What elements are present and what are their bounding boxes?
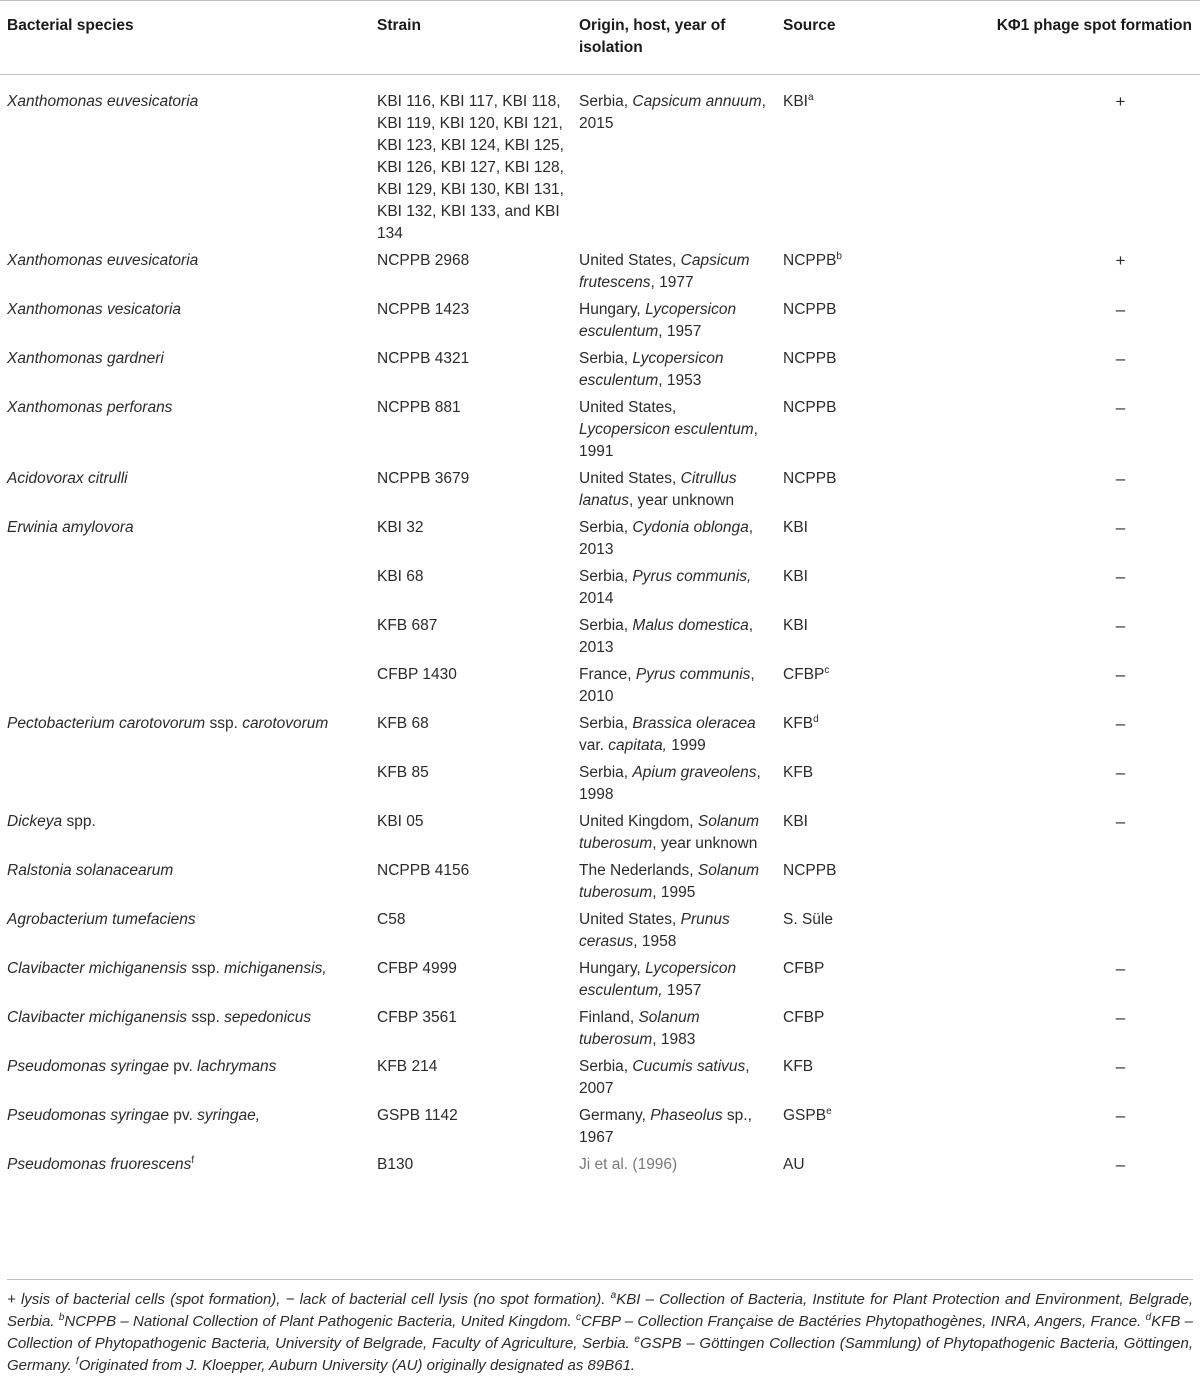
species-cell xyxy=(0,348,370,397)
spot-formation-cell: + xyxy=(1115,251,1126,270)
origin-host: Pyrus communis, xyxy=(632,568,752,585)
table-body xyxy=(0,75,1200,1185)
strain-cell: NCPPB 2968 xyxy=(377,252,470,269)
source-name: KBI xyxy=(783,617,808,634)
table-row xyxy=(0,517,1200,566)
origin-year: , 1991 xyxy=(579,421,758,460)
footnote-d-sup: d xyxy=(1145,1312,1152,1323)
spot-formation-cell: + xyxy=(1115,92,1126,111)
footnote-a: KBI – Collection of Bacteria, Institute for Plant Protection and Environment, Belgrade, Serbia. xyxy=(7,1291,1193,1330)
header-origin: Origin, host, year of isolation xyxy=(572,1,776,75)
spot-formation-cell: – xyxy=(1115,1155,1126,1174)
strain-cell: CFBP 1430 xyxy=(377,666,457,683)
source-name: KFB xyxy=(783,715,814,732)
origin-year: , 1998 xyxy=(579,764,761,803)
origin-country: Serbia, xyxy=(579,715,633,732)
origin-country: Serbia, xyxy=(579,93,633,110)
species-rank: pv. xyxy=(169,1107,198,1124)
origin-country: United States, xyxy=(579,911,681,928)
footnote-c: CFBP – Collection Française de Bactéries Phytopathogènes, INRA, Angers, France. xyxy=(580,1313,1146,1330)
table-footnote xyxy=(7,1279,1193,1377)
species-cell xyxy=(0,958,370,1007)
strain-cell: NCPPB 3679 xyxy=(377,470,470,487)
source-name: NCPPB xyxy=(783,399,837,416)
origin-host: Phaseolus xyxy=(650,1107,723,1124)
species-cell xyxy=(0,75,370,251)
table-row xyxy=(0,713,1200,762)
origin-host: Lycopersicon esculentum xyxy=(579,301,737,340)
origin-year: , 1983 xyxy=(652,1031,696,1048)
spot-formation-cell: – xyxy=(1115,518,1126,537)
source-name: AU xyxy=(783,1156,805,1173)
species-cell xyxy=(0,762,370,811)
source-cell xyxy=(776,1105,936,1154)
strain-cell: C58 xyxy=(377,911,406,928)
origin-country: Serbia, xyxy=(579,350,633,367)
origin-cell xyxy=(572,566,776,615)
spot-formation-cell: – xyxy=(1115,665,1126,684)
source-cell xyxy=(776,517,936,566)
origin-country: United States, xyxy=(579,470,681,487)
header-species: Bacterial species xyxy=(0,1,370,75)
origin-host: Solanum tuberosum xyxy=(579,813,760,852)
strain-cell: B130 xyxy=(377,1156,414,1173)
species-rank: ssp. xyxy=(187,960,225,977)
table-row xyxy=(0,762,1200,811)
footnote-e-sup: e xyxy=(634,1334,640,1345)
species-subname: sepedonicus xyxy=(224,1009,312,1026)
strain-cell: KBI 05 xyxy=(377,813,424,830)
origin-country: The Nederlands, xyxy=(579,862,698,879)
source-cell xyxy=(776,713,936,762)
source-sup: a xyxy=(807,92,814,103)
origin-cell xyxy=(572,75,776,251)
footnote-b-sup: b xyxy=(58,1312,65,1323)
origin-country: France, xyxy=(579,666,636,683)
origin-host: Prunus cerasus xyxy=(579,911,730,950)
origin-cell xyxy=(572,615,776,664)
species-name: Agrobacterium tumefaciens xyxy=(7,911,196,928)
origin-cell xyxy=(572,517,776,566)
spot-formation-cell: – xyxy=(1115,714,1126,733)
source-cell xyxy=(776,664,936,713)
table-row xyxy=(0,860,1200,909)
species-subname: lachrymans xyxy=(197,1058,277,1075)
origin-cell xyxy=(572,250,776,299)
footnote-d: KFB – Collection of Phytopathogenic Bacteria, University of Belgrade, Faculty of Agriculture, Serbia. xyxy=(7,1313,1194,1352)
spot-formation-cell: – xyxy=(1115,349,1126,368)
species-sup: f xyxy=(191,1155,195,1166)
source-cell xyxy=(776,348,936,397)
strain-cell: CFBP 3561 xyxy=(377,1009,457,1026)
origin-host: Cydonia oblonga xyxy=(632,519,749,536)
species-rank: pv. xyxy=(169,1058,198,1075)
origin-country: Germany, xyxy=(579,1107,651,1124)
footnote-b: NCPPB – National Collection of Plant Pathogenic Bacteria, United Kingdom. xyxy=(64,1313,576,1330)
species-name: Pectobacterium carotovorum xyxy=(7,715,206,732)
species-cell xyxy=(0,909,370,958)
origin-host: Citrullus lanatus xyxy=(579,470,737,509)
species-subname: carotovorum xyxy=(242,715,329,732)
source-cell xyxy=(776,909,936,958)
species-cell xyxy=(0,664,370,713)
source-cell xyxy=(776,958,936,1007)
species-name: Ralstonia solanacearum xyxy=(7,862,174,879)
spot-formation-cell: – xyxy=(1115,616,1126,635)
species-cell xyxy=(0,468,370,517)
strain-cell: NCPPB 4321 xyxy=(377,350,470,367)
table-row xyxy=(0,299,1200,348)
source-cell xyxy=(776,811,936,860)
strain-cell: KBI 32 xyxy=(377,519,424,536)
origin-host: Solanum tuberosum xyxy=(579,862,760,901)
origin-cell xyxy=(572,958,776,1007)
table-row xyxy=(0,75,1200,251)
source-cell xyxy=(776,75,936,251)
source-cell xyxy=(776,615,936,664)
spot-formation-cell: – xyxy=(1115,1008,1126,1027)
strain-cell: KBI 116, KBI 117, KBI 118, KBI 119, KBI 120, KBI 121, KBI 123, KBI 124, KBI 125, KBI 126, KBI 127, KBI 128, KBI 129, KBI 130, KBI 131, KBI 132, KBI 133, and KBI 134 xyxy=(377,93,564,242)
source-sup: e xyxy=(826,1106,832,1117)
source-cell xyxy=(776,1154,936,1184)
source-name: KFB xyxy=(783,1058,814,1075)
origin-cell xyxy=(572,713,776,762)
species-name: Xanthomonas gardneri xyxy=(7,350,164,367)
species-rank: ssp. xyxy=(205,715,243,732)
origin-cell xyxy=(572,860,776,909)
strain-cell: KFB 214 xyxy=(377,1058,438,1075)
origin-host: Capsicum frutescens xyxy=(579,252,750,291)
spot-formation-cell xyxy=(936,909,1200,958)
origin-year: 1957 xyxy=(662,982,702,999)
table-row xyxy=(0,468,1200,517)
origin-year: , 2007 xyxy=(579,1058,750,1097)
species-name: Xanthomonas perforans xyxy=(7,399,173,416)
footnote-c-sup: c xyxy=(575,1312,581,1323)
strain-cell: KFB 687 xyxy=(377,617,438,634)
origin-country: United Kingdom, xyxy=(579,813,698,830)
species-name: Pseudomonas fruorescens xyxy=(7,1156,192,1173)
species-name: Clavibacter michiganensis xyxy=(7,960,188,977)
table-row xyxy=(0,250,1200,299)
source-name: CFBP xyxy=(783,1009,825,1026)
spot-formation-cell: – xyxy=(1115,1057,1126,1076)
species-subname: syringae, xyxy=(197,1107,261,1124)
origin-country: Hungary, xyxy=(579,301,646,318)
strain-cell: KFB 85 xyxy=(377,764,429,781)
footnote-a-sup: a xyxy=(610,1290,617,1301)
spot-formation-cell: – xyxy=(1115,300,1126,319)
source-name: NCPPB xyxy=(783,252,837,269)
species-name: Xanthomonas euvesicatoria xyxy=(7,252,199,269)
source-name: CFBP xyxy=(783,960,825,977)
strain-cell: GSPB 1142 xyxy=(377,1107,458,1124)
origin-host: Capsicum annuum xyxy=(632,93,762,110)
spot-formation-cell: – xyxy=(1115,469,1126,488)
source-name: KFB xyxy=(783,764,814,781)
source-name: CFBP xyxy=(783,666,825,683)
origin-year: , 2013 xyxy=(579,519,754,558)
origin-host: Lycopersicon esculentum, xyxy=(579,960,737,999)
origin-year: var. xyxy=(579,737,609,754)
source-cell xyxy=(776,468,936,517)
footnote-f-sup: f xyxy=(75,1356,79,1367)
source-name: NCPPB xyxy=(783,862,837,879)
origin-country: United States, xyxy=(579,252,681,269)
origin-year: , 1953 xyxy=(658,372,702,389)
strain-cell: CFBP 4999 xyxy=(377,960,457,977)
strain-cell: NCPPB 4156 xyxy=(377,862,470,879)
source-sup: d xyxy=(813,714,819,725)
origin-year: , 2015 xyxy=(579,93,766,132)
spot-formation-cell: – xyxy=(1115,1106,1126,1125)
origin-country: Serbia, xyxy=(579,1058,633,1075)
species-name: Dickeya xyxy=(7,813,63,830)
origin-host: Pyrus communis xyxy=(635,666,751,683)
source-sup: b xyxy=(836,251,842,262)
origin-cell xyxy=(572,1105,776,1154)
origin-year: , 2010 xyxy=(579,666,755,705)
header-source: Source xyxy=(776,1,936,75)
origin-cell xyxy=(572,1154,776,1184)
species-cell xyxy=(0,397,370,468)
source-name: NCPPB xyxy=(783,301,837,318)
origin-year: 2014 xyxy=(579,590,614,607)
table-header xyxy=(0,1,1200,75)
species-name: Pseudomonas syringae xyxy=(7,1058,169,1075)
origin-host: Lycopersicon esculentum xyxy=(579,350,724,389)
table-row xyxy=(0,664,1200,713)
spot-formation-cell: – xyxy=(1115,763,1126,782)
source-name: KBI xyxy=(783,519,808,536)
species-cell xyxy=(0,1105,370,1154)
species-rank: spp. xyxy=(62,813,96,830)
origin-cell xyxy=(572,762,776,811)
source-cell xyxy=(776,1007,936,1056)
origin-year: , 1957 xyxy=(658,323,702,340)
source-name: KBI xyxy=(783,813,808,830)
origin-cell xyxy=(572,348,776,397)
source-cell xyxy=(776,250,936,299)
source-name: NCPPB xyxy=(783,350,837,367)
source-sup: c xyxy=(824,665,830,676)
origin-year: , 1958 xyxy=(633,933,677,950)
species-name: Pseudomonas syringae xyxy=(7,1107,169,1124)
species-cell xyxy=(0,713,370,762)
origin-cell xyxy=(572,664,776,713)
table-row xyxy=(0,348,1200,397)
species-name: Acidovorax citrulli xyxy=(7,470,128,487)
origin-year: sp., 1967 xyxy=(579,1107,752,1146)
origin-country: Hungary, xyxy=(579,960,646,977)
source-cell xyxy=(776,762,936,811)
source-name: NCPPB xyxy=(783,470,837,487)
species-cell xyxy=(0,299,370,348)
spot-formation-cell: – xyxy=(1115,567,1126,586)
species-subname: michiganensis, xyxy=(224,960,327,977)
source-name: GSPB xyxy=(783,1107,827,1124)
species-name: Clavibacter michiganensis xyxy=(7,1009,188,1026)
species-cell xyxy=(0,1056,370,1105)
origin-host: Solanum tuberosum xyxy=(579,1009,700,1048)
origin-reference: Ji et al. (1996) xyxy=(579,1156,678,1173)
origin-cell xyxy=(572,909,776,958)
header-strain: Strain xyxy=(370,1,572,75)
origin-cell xyxy=(572,397,776,468)
table-row xyxy=(0,1105,1200,1154)
table-row xyxy=(0,1056,1200,1105)
footnote-legend: + lysis of bacterial cells (spot formation), − lack of bacterial cell lysis (no spot formation). xyxy=(7,1291,611,1308)
header-spot-formation: KΦ1 phage spot formation xyxy=(936,1,1200,75)
spot-formation-cell: – xyxy=(1115,812,1126,831)
strain-cell: KBI 68 xyxy=(377,568,424,585)
source-cell xyxy=(776,860,936,909)
origin-host: Lycopersicon esculentum xyxy=(579,421,754,438)
origin-host: Malus domestica xyxy=(632,617,749,634)
origin-country: Serbia, xyxy=(579,519,633,536)
strain-cell: KFB 68 xyxy=(377,715,429,732)
species-cell xyxy=(0,1007,370,1056)
strain-cell: NCPPB 1423 xyxy=(377,301,470,318)
species-cell xyxy=(0,566,370,615)
table-row xyxy=(0,909,1200,958)
species-cell xyxy=(0,615,370,664)
origin-year: , 2013 xyxy=(579,617,754,656)
footnote-f: Originated from J. Kloepper, Auburn University (AU) originally designated as 89B61. xyxy=(78,1357,636,1374)
table-row xyxy=(0,615,1200,664)
source-name: KBI xyxy=(783,93,808,110)
source-cell xyxy=(776,397,936,468)
spot-formation-cell: – xyxy=(1115,959,1126,978)
table-row xyxy=(0,811,1200,860)
origin-year: , 1977 xyxy=(650,274,694,291)
strain-cell: NCPPB 881 xyxy=(377,399,461,416)
origin-country: Serbia, xyxy=(579,764,633,781)
table-row xyxy=(0,958,1200,1007)
origin-host: Apium graveolens xyxy=(632,764,757,781)
origin-cell xyxy=(572,468,776,517)
species-cell xyxy=(0,811,370,860)
origin-country: United States, xyxy=(579,399,677,416)
origin-year-end: 1999 xyxy=(666,737,706,754)
source-cell xyxy=(776,566,936,615)
species-cell xyxy=(0,1154,370,1184)
source-cell xyxy=(776,1056,936,1105)
origin-country: Serbia, xyxy=(579,617,633,634)
origin-cell xyxy=(572,1007,776,1056)
origin-host: Cucumis sativus xyxy=(632,1058,746,1075)
table-row xyxy=(0,1154,1200,1184)
spot-formation-cell xyxy=(936,860,1200,909)
origin-country: Finland, xyxy=(579,1009,639,1026)
origin-cell xyxy=(572,811,776,860)
species-cell xyxy=(0,250,370,299)
origin-year: , year unknown xyxy=(628,492,735,509)
source-cell xyxy=(776,299,936,348)
spot-formation-cell: – xyxy=(1115,398,1126,417)
origin-host: Brassica oleracea xyxy=(632,715,756,732)
origin-year: , year unknown xyxy=(652,835,758,852)
species-cell xyxy=(0,517,370,566)
table-row xyxy=(0,397,1200,468)
origin-country: Serbia, xyxy=(579,568,633,585)
species-rank: ssp. xyxy=(187,1009,225,1026)
species-cell xyxy=(0,860,370,909)
table-row xyxy=(0,566,1200,615)
species-name: Xanthomonas vesicatoria xyxy=(7,301,182,318)
origin-variety: capitata, xyxy=(608,737,667,754)
species-name: Erwinia amylovora xyxy=(7,519,134,536)
origin-cell xyxy=(572,1056,776,1105)
source-name: S. Süle xyxy=(783,911,833,928)
footnote-e: GSPB – Göttingen Collection (Sammlung) of Phytopathogenic Bacteria, Göttingen, Germany. xyxy=(7,1335,1193,1374)
species-name: Xanthomonas euvesicatoria xyxy=(7,93,199,110)
source-name: KBI xyxy=(783,568,808,585)
origin-cell xyxy=(572,299,776,348)
table-row xyxy=(0,1007,1200,1056)
origin-year: , 1995 xyxy=(652,884,696,901)
